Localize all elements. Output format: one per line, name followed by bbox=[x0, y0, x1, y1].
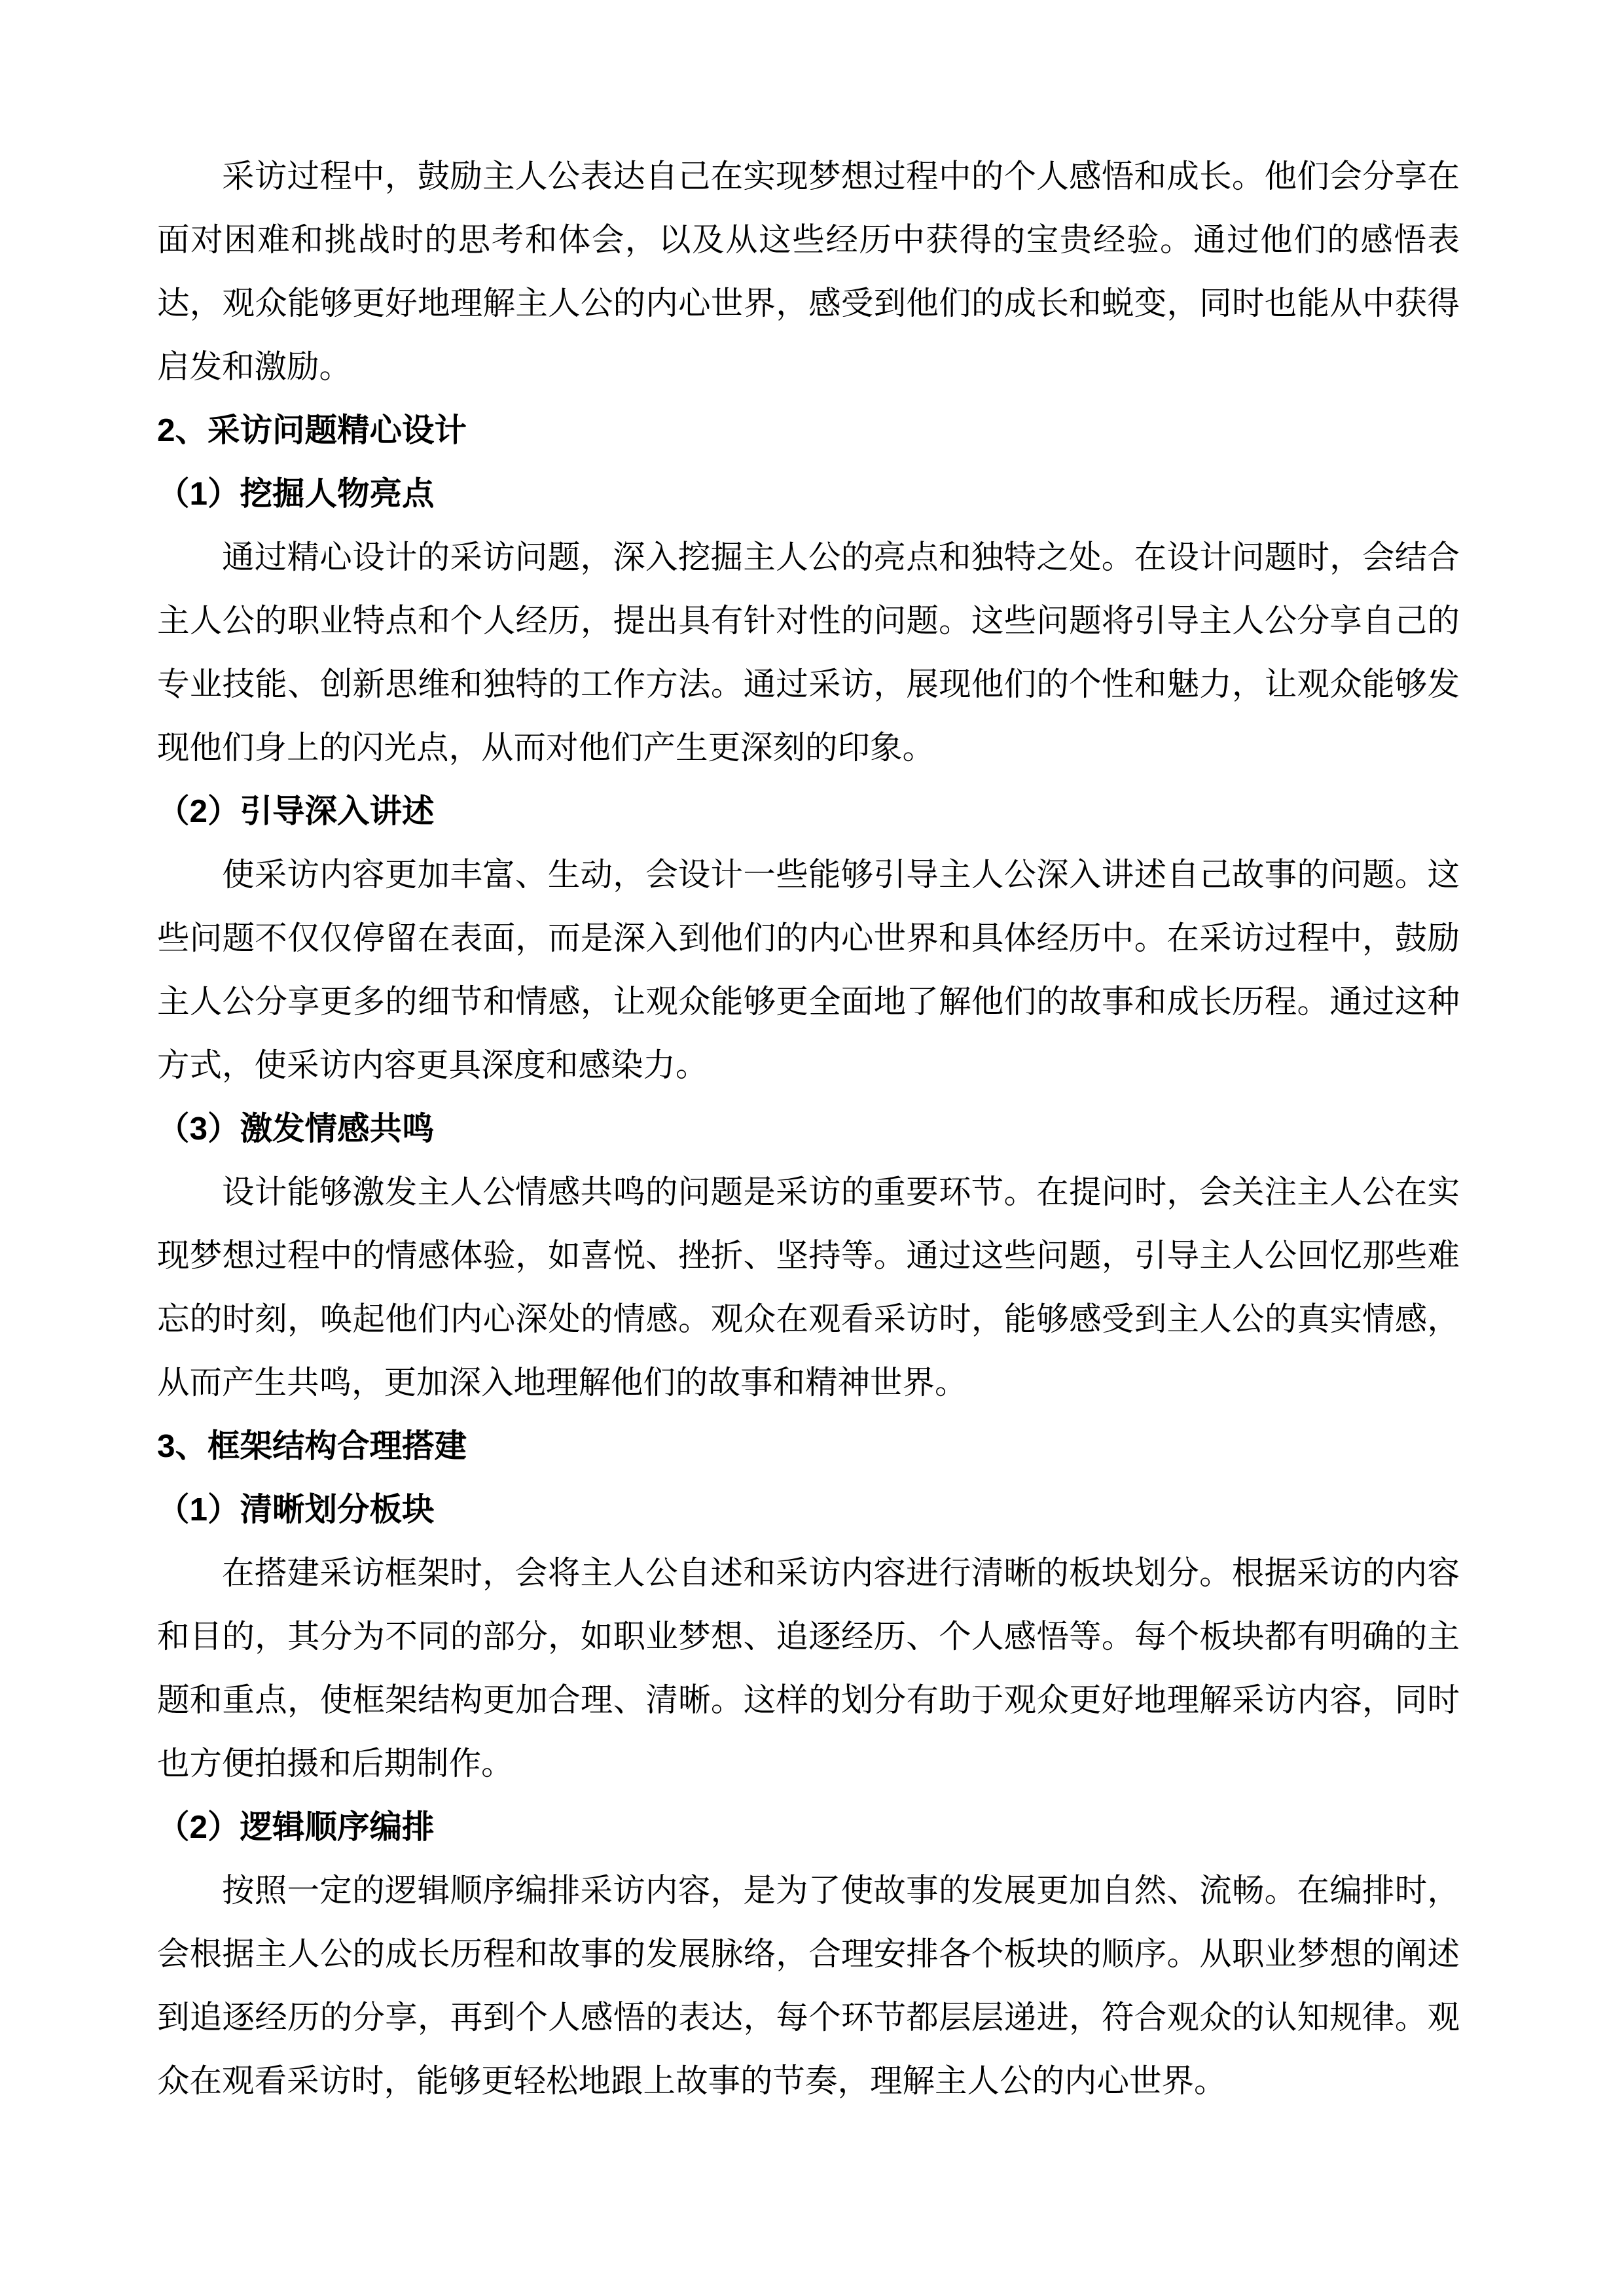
paragraph-deep-narration: 使采访内容更加丰富、生动，会设计一些能够引导主人公深入讲述自己故事的问题。这些问题不仅仅停留在表面，而是深入到他们的内心世界和具体经历中。在采访过程中，鼓励主人公分享更多的细节和情感，让观众能够更全面地了解他们的故事和成长历程。通过这种方式，使采访内容更具深度和感染力。 bbox=[157, 857, 1460, 1083]
subsection-heading-1-highlight-mining: （1）挖掘人物亮点 bbox=[157, 476, 435, 512]
subsection-heading-1-clear-sections: （1）清晰划分板块 bbox=[157, 1492, 435, 1528]
paragraph-interview-insights: 采访过程中，鼓励主人公表达自己在实现梦想过程中的个人感悟和成长。他们会分享在面对困难和挑战时的思考和体会，以及从这些经历中获得的宝贵经验。通过他们的感悟表达，观众能够更好地理解主人公的内心世界，感受到他们的成长和蜕变，同时也能从中获得启发和激励。 bbox=[157, 158, 1460, 385]
subsection-heading-3-emotional-resonance: （3）激发情感共鸣 bbox=[157, 1111, 435, 1147]
paragraph-highlight-mining: 通过精心设计的采访问题，深入挖掘主人公的亮点和独特之处。在设计问题时，会结合主人公的职业特点和个人经历，提出具有针对性的问题。这些问题将引导主人公分享自己的专业技能、创新思维和独特的工作方法。通过采访，展现他们的个性和魅力，让观众能够发现他们身上的闪光点，从而对他们产生更深刻的印象。 bbox=[157, 539, 1460, 766]
paragraph-clear-sections: 在搭建采访框架时，会将主人公自述和采访内容进行清晰的板块划分。根据采访的内容和目的，其分为不同的部分，如职业梦想、追逐经历、个人感悟等。每个板块都有明确的主题和重点，使框架结构更加合理、清晰。这样的划分有助于观众更好地理解采访内容，同时也方便拍摄和后期制作。 bbox=[157, 1555, 1460, 1782]
paragraph-logical-ordering: 按照一定的逻辑顺序编排采访内容，是为了使故事的发展更加自然、流畅。在编排时，会根据主人公的成长历程和故事的发展脉络，合理安排各个板块的顺序。从职业梦想的阐述到追逐经历的分享，再到个人感悟的表达，每个环节都层层递进，符合观众的认知规律。观众在观看采访时，能够更轻松地跟上故事的节奏，理解主人公的内心世界。 bbox=[157, 1873, 1460, 2099]
subsection-heading-2-deep-narration: （2）引导深入讲述 bbox=[157, 793, 435, 829]
subsection-heading-2-logical-ordering: （2）逻辑顺序编排 bbox=[157, 1809, 435, 1845]
paragraph-emotional-resonance: 设计能够激发主人公情感共鸣的问题是采访的重要环节。在提问时，会关注主人公在实现梦想过程中的情感体验，如喜悦、挫折、坚持等。通过这些问题，引导主人公回忆那些难忘的时刻，唤起他们内心深处的情感。观众在观看采访时，能够感受到主人公的真实情感，从而产生共鸣，更加深入地理解他们的故事和精神世界。 bbox=[157, 1174, 1460, 1401]
section-heading-3-framework-structure: 3、框架结构合理搭建 bbox=[157, 1428, 467, 1464]
document-body bbox=[157, 145, 1460, 2113]
section-heading-2-interview-questions: 2、采访问题精心设计 bbox=[157, 412, 467, 448]
